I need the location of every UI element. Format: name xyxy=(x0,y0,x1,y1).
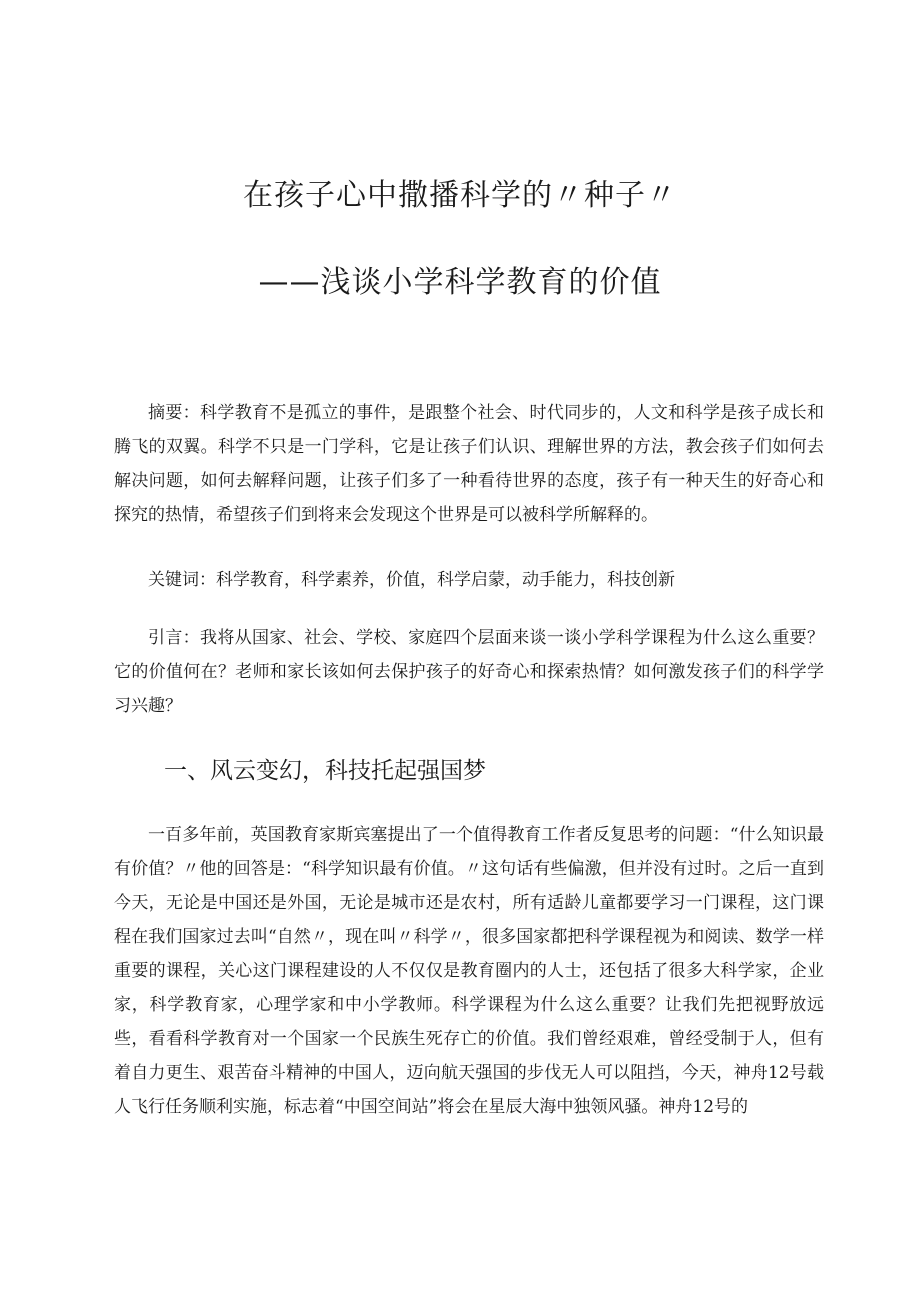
document-title: 在孩子心中撒播科学的〃种子〃 xyxy=(243,178,677,213)
document-subtitle: ——浅谈小学科学教育的价值 xyxy=(258,265,662,300)
keywords-paragraph: 关键词：科学教育，科学素养，价值，科学启蒙，动手能力，科技创新 xyxy=(148,570,675,590)
abstract-paragraph: 摘要：科学教育不是孤立的事件，是跟整个社会、时代同步的，人文和科学是孩子成长和腾飞的双翼。科学不只是一门学科，它是让孩子们认识、理解世界的方法，教会孩子们如何去解决问题，如何去解释问题，让孩子们多了一种看待世界的态度，孩子有一种天生的好奇心和探究的热情，希望孩子们到将来会发现这个世界是可以被科学所解释的。 xyxy=(114,403,824,525)
section-1-paragraph: 一百多年前，英国教育家斯宾塞提出了一个值得教育工作者反复思考的问题：“什么知识最有价值？〃他的回答是：“科学知识最有价值。〃这句话有些偏激，但并没有过时。之后一直到今天，无论是中国还是外国，无论是城市还是农村，所有适龄儿童都要学习一门课程，这门课程在我们国家过去叫“自然〃，现在叫〃科学〃，很多国家都把科学课程视为和阅读、数学一样重要的课程，关心这门课程建设的人不仅仅是教育圈内的人士，还包括了很多大科学家，企业家，科学教育家，心理学家和中小学教师。科学课程为什么这么重要？让我们先把视野放远些，看看科学教育对一个国家一个民族生死存亡的价值。我们曾经艰难，曾经受制于人，但有着自力更生、艰苦奋斗精神的中国人，迈向航天强国的步伐无人可以阻挡，今天，神舟12号载人飞行任务顺利实施，标志着“中国空间站”将会在星辰大海中独领风骚。神舟12号的 xyxy=(114,825,824,1117)
intro-paragraph: 引言：我将从国家、社会、学校、家庭四个层面来谈一谈小学科学课程为什么这么重要？它的价值何在？老师和家长该如何去保护孩子的好奇心和探索热情？如何激发孩子们的科学学习兴趣？ xyxy=(114,628,824,716)
section-1-heading: 一、风云变幻，科技托起强国梦 xyxy=(164,758,486,784)
